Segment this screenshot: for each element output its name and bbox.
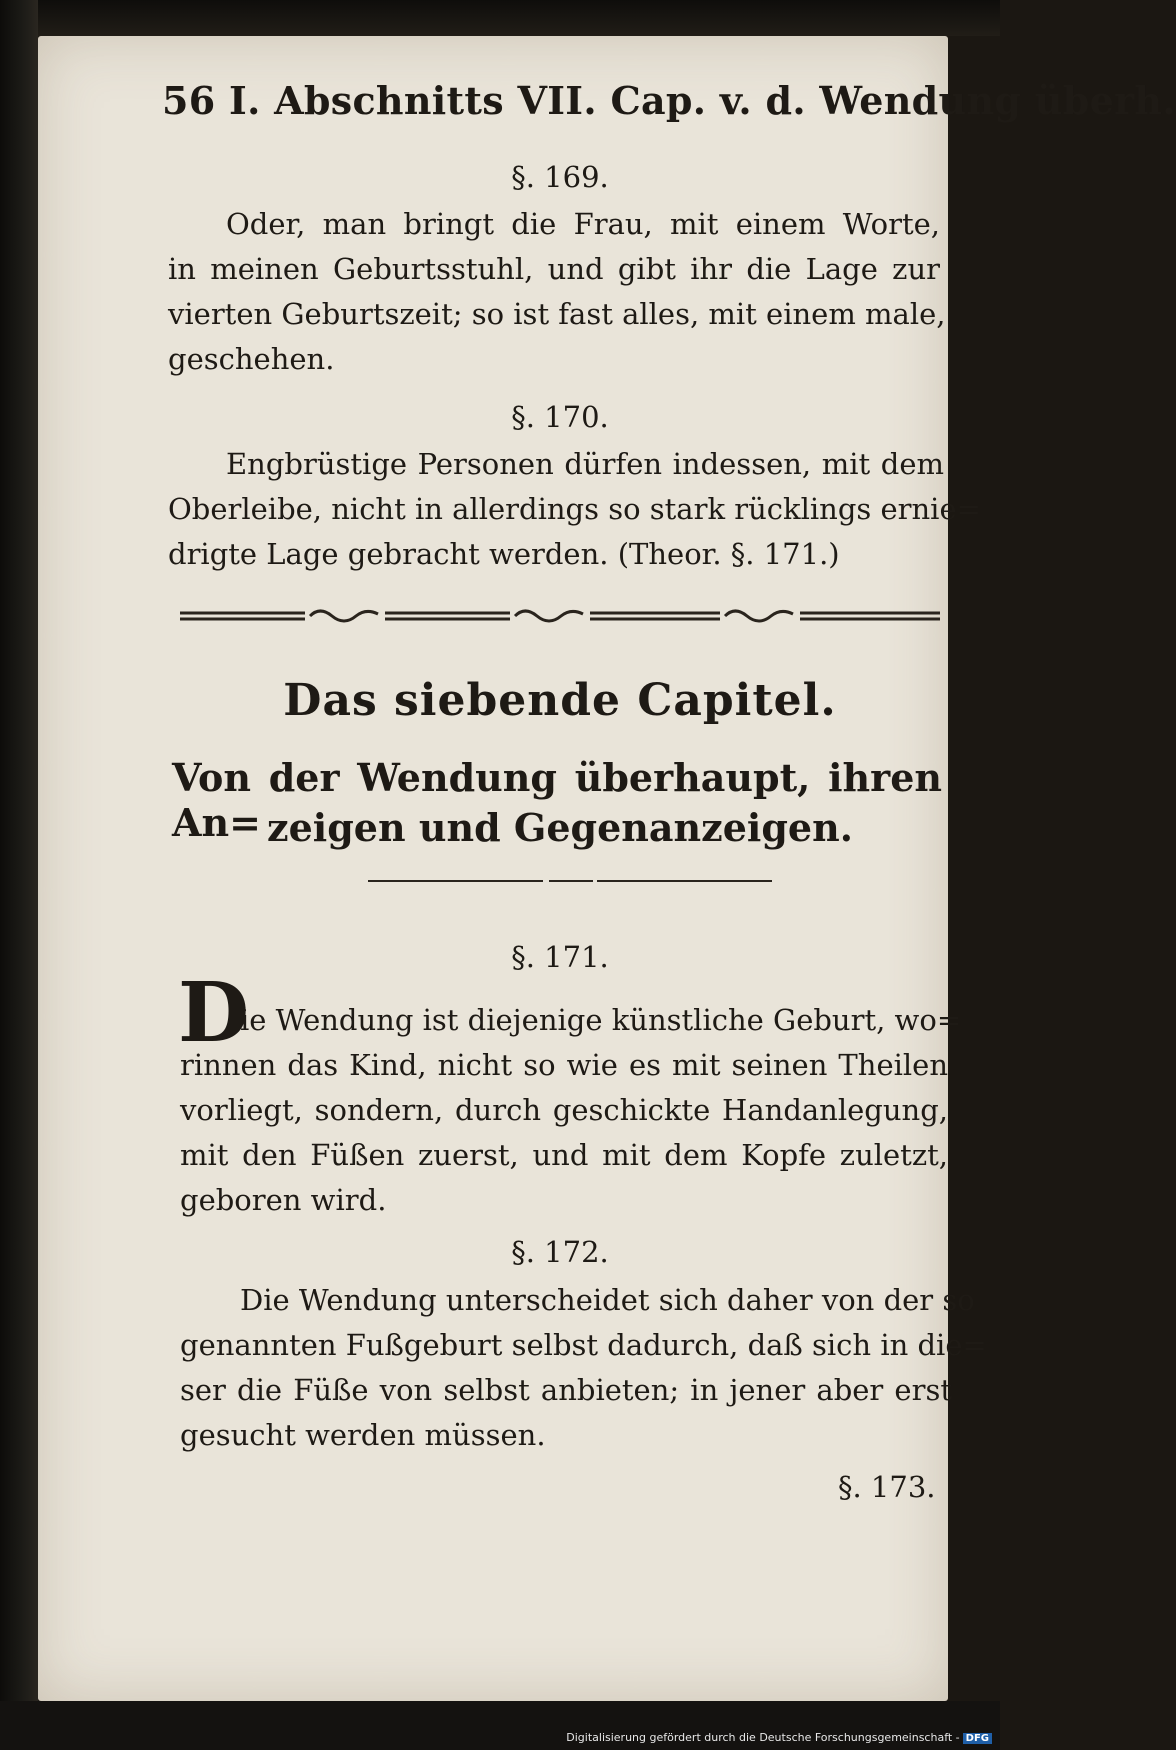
- text-line: gesucht werden müssen.: [180, 1418, 546, 1452]
- section-number-172: §. 172.: [511, 1235, 609, 1269]
- digitization-credit: [566, 1731, 992, 1744]
- ornamental-divider: [180, 603, 940, 629]
- section-number-169: §. 169.: [511, 160, 609, 194]
- credit-text: Digitalisierung gefördert durch die Deutsche Forschungsgemeinschaft -: [566, 1731, 960, 1744]
- chapter-subtitle-line: zeigen und Gegenanzeigen.: [267, 805, 853, 850]
- rule-segment: [549, 880, 593, 882]
- text-line: Oder, man bringt die Frau, mit einem Worte,: [226, 207, 940, 241]
- rule-segment: [368, 880, 543, 882]
- text-line: genannten Fußgeburt selbst dadurch, daß sich in die=: [180, 1328, 987, 1362]
- scan-top-edge: [0, 0, 1000, 36]
- text-line: Engbrüstige Personen dürfen indessen, mit dem: [226, 447, 944, 481]
- text-line: vorliegt, sondern, durch geschickte Handanlegung,: [180, 1093, 948, 1127]
- scan-binding-edge: [0, 0, 38, 1750]
- text-line: geboren wird.: [180, 1183, 387, 1217]
- chapter-subtitle-line: Von der Wendung überhaupt, ihren An=: [172, 755, 942, 845]
- text-line: rinnen das Kind, nicht so wie es mit seinen Theilen: [180, 1048, 948, 1082]
- text-line: ie Wendung ist diejenige künstliche Geburt, wo=: [240, 1003, 962, 1037]
- scan-bottom-edge: [0, 1701, 1000, 1750]
- catchword: §. 173.: [838, 1470, 936, 1504]
- text-line: vierten Geburtszeit; so ist fast alles, mit einem male,: [168, 297, 946, 331]
- text-line: geschehen.: [168, 342, 335, 376]
- section-number-170: §. 170.: [511, 400, 609, 434]
- drop-cap: D: [178, 965, 250, 1061]
- section-number-171: §. 171.: [511, 940, 609, 974]
- text-line: Die Wendung unterscheidet sich daher von der so: [240, 1283, 975, 1317]
- dfg-logo: DFG: [963, 1733, 992, 1744]
- rule-segment: [597, 880, 772, 882]
- text-line: drigte Lage gebracht werden. (Theor. §. 171.): [168, 537, 840, 571]
- chapter-title: Das siebende Capitel.: [283, 675, 837, 726]
- text-line: ser die Füße von selbst anbieten; in jener aber erst: [180, 1373, 952, 1407]
- text-line: in meinen Geburtsstuhl, und gibt ihr die Lage zur: [168, 252, 940, 286]
- running-head: 56 I. Abschnitts VII. Cap. v. d. Wendung überh.: [162, 78, 1176, 123]
- text-line: mit den Füßen zuerst, und mit dem Kopfe zuletzt,: [180, 1138, 948, 1172]
- text-line: Oberleibe, nicht in allerdings so stark rücklings ernie=: [168, 492, 981, 526]
